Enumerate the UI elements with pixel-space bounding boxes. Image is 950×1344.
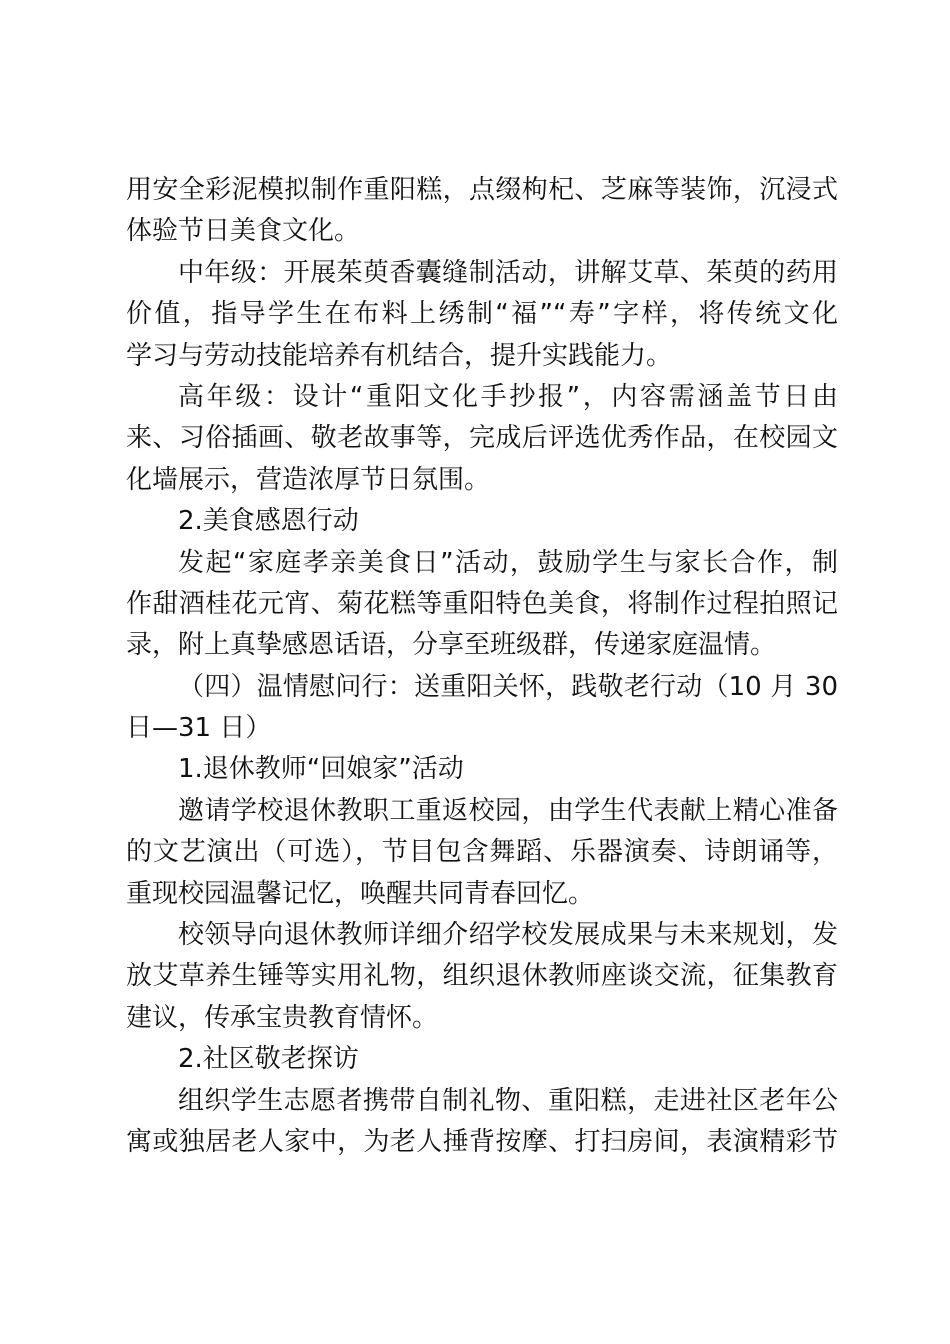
text-line: （四）温情慰问行：送重阳关怀，践敬老行动（10 月 30 bbox=[178, 671, 838, 702]
text-line: 价值，指导学生在布料上绣制“福”“寿”字样，将传统文化 bbox=[126, 299, 838, 330]
text-line: 2.社区敬老探访 bbox=[178, 1044, 359, 1075]
text-line: 邀请学校退休教职工重返校园，由学生代表献上精心准备 bbox=[178, 795, 838, 826]
text-line: 放艾草养生锤等实用礼物，组织退休教师座谈交流，征集教育 bbox=[126, 961, 838, 992]
text-line: 发起“家庭孝亲美食日”活动，鼓励学生与家长合作，制 bbox=[178, 547, 838, 578]
text-line: 重现校园温馨记忆，唤醒共同青春回忆。 bbox=[126, 878, 595, 909]
text-line: 中年级：开展茱萸香囊缝制活动，讲解艾草、茱萸的药用 bbox=[178, 257, 838, 288]
text-line: 体验节日美食文化。 bbox=[126, 216, 361, 247]
text-line: 的文艺演出（可选），节目包含舞蹈、乐器演奏、诗朗诵等， bbox=[126, 837, 838, 868]
text-line: 学习与劳动技能培养有机结合，提升实践能力。 bbox=[126, 340, 673, 371]
text-line: 来、习俗插画、敬老故事等，完成后评选优秀作品，在校园文 bbox=[126, 423, 838, 454]
text-line: 录，附上真挚感恩话语，分享至班级群，传递家庭温情。 bbox=[126, 630, 777, 661]
text-line: 1.退休教师“回娘家”活动 bbox=[178, 754, 464, 785]
text-line: 作甜酒桂花元宵、菊花糕等重阳特色美食，将制作过程拍照记 bbox=[126, 588, 838, 619]
text-line: 用安全彩泥模拟制作重阳糕，点缀枸杞、芝麻等装饰，沉浸式 bbox=[126, 175, 838, 205]
text-line: 日—31 日） bbox=[126, 713, 272, 744]
text-line: 寓或独居老人家中，为老人捶背按摩、打扫房间，表演精彩节 bbox=[126, 1126, 838, 1157]
document-body bbox=[126, 170, 838, 1163]
text-line: 化墙展示，营造浓厚节日氛围。 bbox=[126, 464, 491, 495]
text-line: 建议，传承宝贵教育情怀。 bbox=[126, 1002, 439, 1033]
text-line: 高年级：设计“重阳文化手抄报”，内容需涵盖节日由 bbox=[178, 381, 838, 412]
text-line: 校领导向退休教师详细介绍学校发展成果与未来规划，发 bbox=[178, 920, 838, 951]
text-line: 组织学生志愿者携带自制礼物、重阳糕，走进社区老年公 bbox=[178, 1085, 838, 1116]
text-line: 2.美食感恩行动 bbox=[178, 506, 359, 537]
